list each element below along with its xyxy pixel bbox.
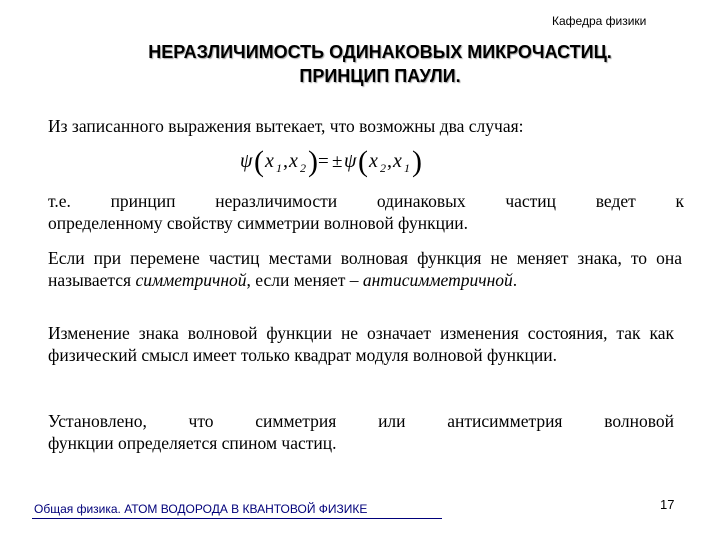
svg-text:): ) (308, 145, 318, 178)
psi-symbol-right: ψ (344, 150, 357, 172)
p3-text-c: , если меняет – (246, 270, 363, 290)
svg-text:±: ± (332, 151, 343, 172)
page-number: 17 (660, 497, 675, 512)
footer-underline (32, 518, 442, 519)
paragraph-sign-change: Изменение знака волновой функции не означает изменения состояния, так как физический смысл имеет только квадрат модуля волновой функции. (48, 323, 674, 365)
term-symmetric: симметричной (135, 270, 247, 290)
p2-line-1: т.е. принцип неразличимости одинаковых частиц ведет к (48, 191, 684, 211)
svg-text:2: 2 (380, 161, 386, 175)
psi-symbol-left: ψ (240, 150, 253, 172)
footer-course-title: Общая физика. АТОМ ВОДОРОДА В КВАНТОВОЙ ФИЗИКЕ (34, 502, 368, 516)
svg-text:1: 1 (276, 161, 282, 175)
svg-text:=: = (318, 151, 329, 172)
svg-text:x: x (369, 150, 378, 172)
title-line-2: ПРИНЦИП ПАУЛИ. (299, 66, 461, 86)
svg-text:1: 1 (404, 161, 410, 175)
slide-title (40, 40, 720, 88)
symmetry-formula (238, 145, 438, 179)
svg-text:(: ( (254, 145, 264, 178)
p2-line-2: определенному свойству симметрии волновой функции. (48, 213, 469, 233)
paragraph-spin (48, 410, 674, 454)
svg-text:(: ( (358, 145, 368, 178)
paragraph-symmetric (48, 247, 682, 291)
svg-text:x: x (289, 150, 298, 172)
department-label: Кафедра физики (552, 14, 647, 28)
svg-text:x: x (393, 150, 402, 172)
title-line-1: НЕРАЗЛИЧИМОСТЬ ОДИНАКОВЫХ МИКРОЧАСТИЦ. (148, 42, 612, 62)
p5-line-1: Установлено, что симметрия или антисимметрия волновой (48, 411, 674, 431)
svg-text:): ) (412, 145, 422, 178)
svg-text:,: , (283, 150, 288, 172)
svg-text:2: 2 (300, 161, 306, 175)
svg-text:,: , (387, 150, 392, 172)
p5-line-2: функции определяется спином частиц. (48, 433, 337, 453)
paragraph-indistinguishability (48, 190, 684, 234)
p3-text-a: Если при перемене частиц местами волновая функция не меняет знака, то она называется (48, 248, 682, 290)
p3-text-e: . (512, 270, 518, 290)
term-antisymmetric: антисимметричной (362, 270, 513, 290)
svg-text:x: x (265, 150, 274, 172)
paragraph-intro: Из записанного выражения вытекает, что возможны два случая: (48, 116, 524, 136)
